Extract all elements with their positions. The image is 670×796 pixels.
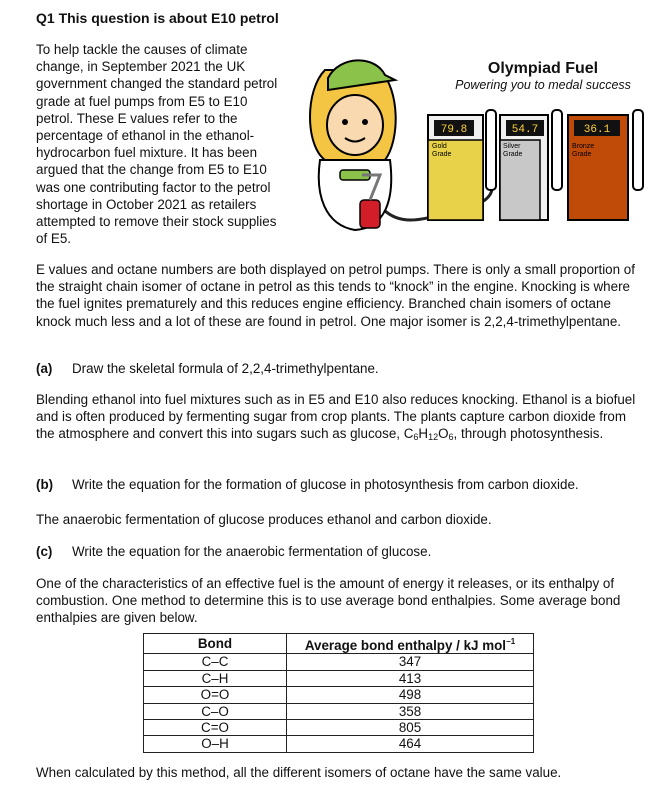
gold-label-2: Grade bbox=[432, 151, 452, 158]
table-row bbox=[144, 736, 534, 752]
paragraph-isomers: When calculated by this method, all the different isomers of octane have the same value. bbox=[36, 765, 562, 780]
enthalpy-cell: 347 bbox=[287, 654, 534, 670]
question-b bbox=[36, 476, 646, 493]
question-c-text: Write the equation for the anaerobic fermentation of glucose. bbox=[72, 544, 432, 559]
question-b-label: (b) bbox=[36, 477, 54, 492]
enthalpy-cell: 464 bbox=[287, 736, 534, 752]
bond-cell: C–O bbox=[144, 703, 287, 719]
bond-cell: C–H bbox=[144, 670, 287, 686]
bond-cell: O=O bbox=[144, 687, 287, 703]
table-row bbox=[144, 703, 534, 719]
brand-name: Olympiad Fuel bbox=[487, 60, 599, 77]
paragraph-bond-enthalpies: One of the characteristics of an effective fuel is the amount of energy it releases, or its enthalpy of combustion. One method to determine this is to use average bond enthalpies. Some average bond enthalpies are given below. bbox=[36, 576, 621, 626]
paragraph-ethanol bbox=[36, 391, 641, 447]
silver-label-1: Silver bbox=[503, 143, 521, 150]
table-row bbox=[144, 720, 534, 736]
header-enthalpy: Average bond enthalpy / kJ mol$^{-1}$ bbox=[287, 634, 534, 654]
bronze-label-1: Bronze bbox=[572, 143, 595, 150]
question-a-text: Draw the skeletal formula of 2,2,4-trimethylpentane. bbox=[72, 361, 379, 376]
paragraph-fermentation: The anaerobic fermentation of glucose produces ethanol and carbon dioxide. bbox=[36, 512, 492, 527]
question-title: Q1 This question is about E10 petrol bbox=[36, 10, 279, 26]
question-c-label: (c) bbox=[36, 544, 53, 559]
paragraph-octane: E values and octane numbers are both displayed on petrol pumps. There is only a small proportion of the straight chain isomer of octane in petrol as this tends to “knock” in the engine. Knocking is where the fuel ignites prematurely and this reduces engine efficiency. Branched chain isomers of octane knock much less and a lot of these are found in petrol. One major isomer is 2,2,4-trimethylpentane. bbox=[36, 262, 635, 329]
question-b-text: Write the equation for the formation of glucose in photosynthesis from carbon dioxide. bbox=[72, 477, 579, 492]
gold-pump-display: 79.8 bbox=[440, 124, 468, 136]
intro-paragraph: To help tackle the causes of climate change, in September 2021 the UK government changed the standard petrol grade at fuel pumps from E5 to E10 petrol. These E values refer to the percentage of ethanol in the ethanol-hydrocarbon fuel mixture. It has been argued that the change from E5 to E10 was one contributing factor to the petrol shortage in October 2021 as retailers attempted to remove their stock supplies of E5. bbox=[36, 42, 278, 247]
enthalpy-cell: 805 bbox=[287, 720, 534, 736]
glucose-formula: $C_6H_{12}O_6$ bbox=[403, 426, 454, 443]
table-row bbox=[144, 670, 534, 686]
bond-cell: C–C bbox=[144, 654, 287, 670]
silver-label-2: Grade bbox=[503, 151, 523, 158]
enthalpy-cell: 413 bbox=[287, 670, 534, 686]
bronze-pump-display: 36.1 bbox=[583, 124, 611, 136]
brand-slogan: Powering you to medal success bbox=[455, 78, 631, 92]
header-bond: Bond bbox=[144, 634, 287, 654]
table-row bbox=[144, 654, 534, 670]
table-header-row bbox=[144, 634, 534, 654]
question-a bbox=[36, 360, 646, 377]
attendant-figure bbox=[310, 60, 396, 230]
bronze-label-2: Grade bbox=[572, 151, 592, 158]
paragraph-ethanol-end: , through photosynthesis. bbox=[453, 426, 604, 442]
table-row bbox=[144, 687, 534, 703]
enthalpy-cell: 358 bbox=[287, 703, 534, 719]
bond-enthalpy-table bbox=[143, 633, 534, 753]
fuel-brand bbox=[448, 60, 638, 92]
bond-cell: O–H bbox=[144, 736, 287, 752]
silver-pump-display: 54.7 bbox=[511, 124, 539, 136]
question-a-label: (a) bbox=[36, 361, 53, 376]
gold-label-1: Gold bbox=[432, 143, 447, 150]
enthalpy-cell: 498 bbox=[287, 687, 534, 703]
question-c bbox=[36, 543, 646, 560]
bond-cell: C=O bbox=[144, 720, 287, 736]
paragraph-ethanol-text: Blending ethanol into fuel mixtures such as in E5 and E10 also reduces knocking. Ethanol is a biofuel and is often produced by fermenting sugar from crop plants. The plants capture carbon dioxide from the atmosphere and convert this into sugars such as glucose, bbox=[36, 392, 636, 442]
